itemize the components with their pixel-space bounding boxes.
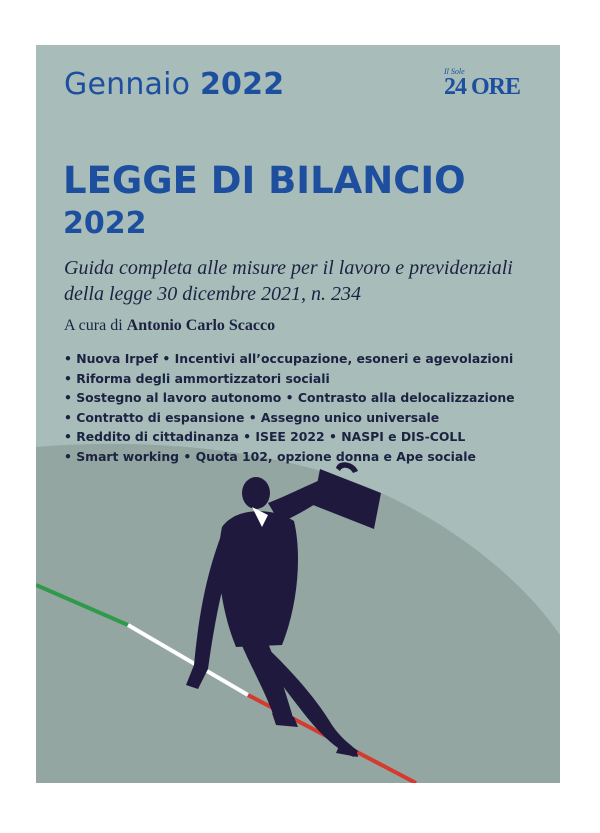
topic-item: • Smart working [64, 448, 180, 464]
publisher-logo [444, 67, 530, 103]
topic-item: • Riforma degli ammortizzatori sociali [64, 370, 330, 386]
topic-item: • Contratto di espansione [64, 409, 245, 425]
topics-list [64, 349, 548, 467]
book-subtitle: Guida completa alle misure per il lavoro e previdenziali della legge 30 dicembre 2021, n. 234 [64, 257, 513, 305]
curator-name: Antonio Carlo Scacco [126, 317, 276, 334]
topic-item: • ISEE 2022 [243, 429, 325, 445]
logo-big-text: 24 ORE [444, 74, 521, 100]
book-title: LEGGE DI BILANCIO [63, 159, 466, 202]
curator-line [64, 317, 275, 335]
topic-item: • Sostegno al lavoro autonomo [64, 390, 282, 406]
topic-item: • Contrasto alla delocalizzazione [285, 390, 515, 406]
topic-item: • NASPI e DIS-COLL [329, 429, 466, 445]
topic-item: • Reddito di cittadinanza [64, 429, 239, 445]
topic-item: • Incentivi all’occupazione, esoneri e agevolazioni [162, 351, 514, 366]
book-title-year: 2022 [63, 206, 147, 241]
curator-prefix: A cura di [64, 317, 123, 334]
issue-month: Gennaio [64, 67, 191, 102]
issue-year: 2022 [199, 67, 285, 102]
topic-item: • Nuova Irpef [64, 351, 159, 366]
topic-item: • Assegno unico universale [248, 409, 440, 425]
logo-small-text: Il Sole [444, 67, 465, 76]
topic-item: • Quota 102, opzione donna e Ape sociale [183, 448, 476, 464]
book-cover [36, 45, 560, 783]
issue-date [64, 67, 284, 102]
